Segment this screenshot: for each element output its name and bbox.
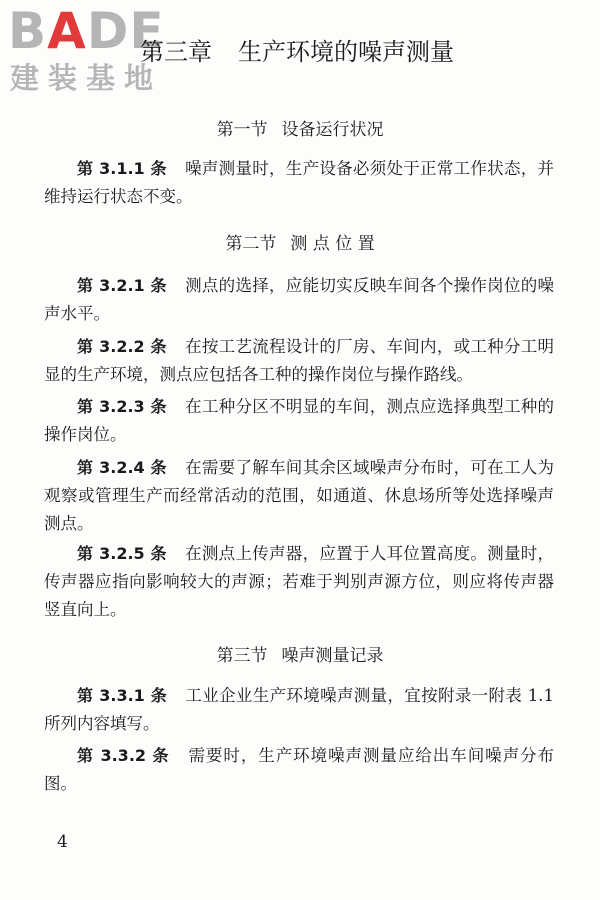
article-3-1-1 xyxy=(44,155,554,211)
article-3-2-1 xyxy=(44,272,554,328)
section-heading: 第二节 测 点 位 置 xyxy=(225,234,375,254)
article-number: 第 3.1.1 条 xyxy=(77,159,167,178)
article-3-2-5 xyxy=(44,540,554,624)
article-text: 噪声测量时，生产设备必须处于正常工作状态，并维持运行状态不变。 xyxy=(44,159,555,206)
article-text: 工业企业生产环境噪声测量，宜按附录一附表 1.1 所列内容填写。 xyxy=(44,686,554,733)
article-3-2-3 xyxy=(44,393,554,449)
section-heading: 第三节 噪声测量记录 xyxy=(216,646,384,666)
article-text: 在测点上传声器，应置于人耳位置高度。测量时，传声器应指向影响较大的声源；若难于判别声源方位，则应将传声器竖直向上。 xyxy=(44,544,555,619)
article-3-3-1 xyxy=(44,682,554,738)
article-3-2-2 xyxy=(44,333,554,389)
article-number: 第 3.2.5 条 xyxy=(77,544,167,563)
chapter-heading xyxy=(140,36,454,68)
article-3-2-4 xyxy=(44,454,554,538)
article-number: 第 3.2.4 条 xyxy=(77,458,167,477)
article-text: 需要时，生产环境噪声测量应给出车间噪声分布图。 xyxy=(44,746,555,793)
article-number: 第 3.2.3 条 xyxy=(77,397,167,416)
article-3-3-2 xyxy=(44,742,554,798)
article-number: 第 3.2.2 条 xyxy=(77,337,167,356)
page-number: 4 xyxy=(57,832,68,852)
section-heading: 第一节 设备运行状况 xyxy=(216,120,384,140)
article-number: 第 3.2.1 条 xyxy=(77,276,167,295)
article-text: 在按工艺流程设计的厂房、车间内，或工种分工明显的生产环境，测点应包括各工种的操作岗位与操作路线。 xyxy=(44,337,555,384)
article-text: 测点的选择，应能切实反映车间各个操作岗位的噪声水平。 xyxy=(44,276,555,323)
article-number: 第 3.3.2 条 xyxy=(77,746,170,765)
logo-brand: BADE xyxy=(8,2,165,60)
article-text: 在需要了解车间其余区域噪声分布时，可在工人为观察或管理生产而经常活动的范围，如通道、休息场所等处选择噪声测点。 xyxy=(44,458,555,533)
chapter-title: 生产环境的噪声测量 xyxy=(238,38,454,66)
article-number: 第 3.3.1 条 xyxy=(77,686,168,705)
logo-subtitle: 建装基地 xyxy=(10,61,163,95)
chapter-number: 第三章 xyxy=(140,38,212,66)
article-text: 在工种分区不明显的车间，测点应选择典型工种的操作岗位。 xyxy=(44,397,555,444)
